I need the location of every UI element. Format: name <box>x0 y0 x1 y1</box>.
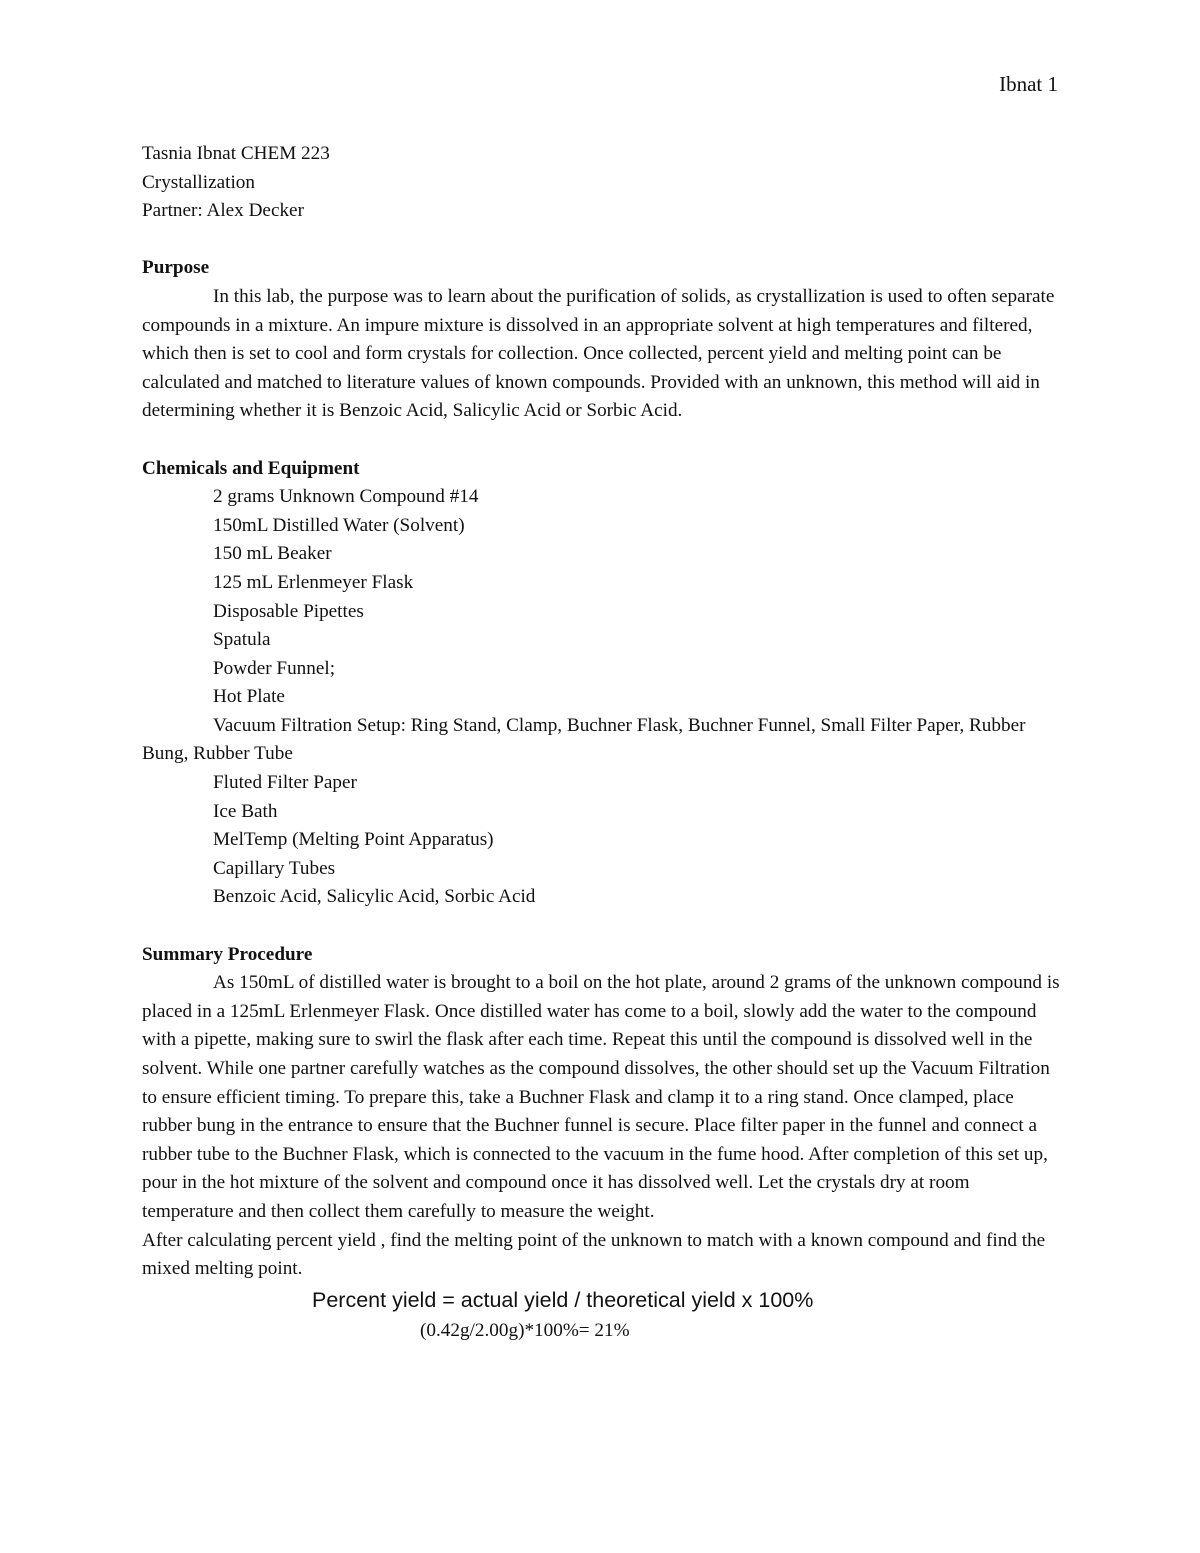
partner-line: Partner: Alex Decker <box>142 200 304 222</box>
document-title: Crystallization <box>142 171 255 193</box>
list-item: Fluted Filter Paper <box>213 772 357 794</box>
percent-yield-formula: Percent yield = actual yield / theoretical yield x 100% <box>312 1287 814 1312</box>
spacer <box>142 912 1062 941</box>
procedure-paragraph-2: After calculating percent yield , find the melting point of the unknown to match with a known compound and find the mixed melting point. <box>142 1229 1046 1280</box>
list-item: Spatula <box>213 629 271 651</box>
spacer <box>142 226 1062 255</box>
author-line: Tasnia Ibnat CHEM 223 <box>142 143 330 164</box>
list-item: Benzoic Acid, Salicylic Acid, Sorbic Acid <box>213 886 536 908</box>
list-item: Disposable Pipettes <box>213 600 364 622</box>
list-item: Capillary Tubes <box>213 857 336 879</box>
procedure-paragraph: As 150mL of distilled water is brought to a boil on the hot plate, around 2 grams of the unknown compound is placed in a 125mL Erlenmeyer Flask. Once distilled water has come to a boil, slowly add the water to the compound with a pipette, making sure to swirl the flask after each time. Repeat this until the compound is dissolved well in the solvent. While one partner carefully watches as the compound dissolves, the other should set up the Vacuum Filtration to ensure efficient timing. To prepare this, take a Buchner Flask and clamp it to a ring stand. Once clamped, place rubber bung in the entrance to ensure that the Buchner funnel is secure. Place filter paper in the funnel and connect a rubber tube to the Buchner Flask, which is connected to the vacuum in the fume hood. After completion of this set up, pour in the hot mixture of the solvent and compound once it has dissolved well. Let the crystals dry at room temperature and then collect them carefully to measure the weight. <box>142 972 1060 1222</box>
list-item: 150 mL Beaker <box>213 543 332 565</box>
procedure-heading: Summary Procedure <box>142 943 313 965</box>
list-item: 125 mL Erlenmeyer Flask <box>213 571 414 593</box>
chemicals-heading: Chemicals and Equipment <box>142 457 360 479</box>
list-item: Powder Funnel; <box>213 657 336 679</box>
page-header: Ibnat 1 <box>999 72 1058 96</box>
list-item: Hot Plate <box>213 686 285 708</box>
list-item: 150mL Distilled Water (Solvent) <box>213 514 465 536</box>
list-item: 2 grams Unknown Compound #14 <box>213 486 479 508</box>
document-body <box>142 140 1062 1346</box>
list-item-vacuum-setup: Vacuum Filtration Setup: Ring Stand, Clamp, Buchner Flask, Buchner Funnel, Small Filter Paper, Rubber Bung, Rubber Tube <box>142 714 1026 765</box>
purpose-heading: Purpose <box>142 257 210 279</box>
spacer <box>142 426 1062 455</box>
percent-yield-calculation: (0.42g/2.00g)*100%= 21% <box>420 1319 630 1341</box>
list-item: MelTemp (Melting Point Apparatus) <box>213 829 494 851</box>
purpose-paragraph: In this lab, the purpose was to learn about the purification of solids, as crystallization is used to often separate compounds in a mixture. An impure mixture is dissolved in an appropriate solvent at high temperatures and filtered, which then is set to cool and form crystals for collection. Once collected, percent yield and melting point can be calculated and matched to literature values of known compounds. Provided with an unknown, this method will aid in determining whether it is Benzoic Acid, Salicylic Acid or Sorbic Acid. <box>142 285 1055 422</box>
list-item: Ice Bath <box>213 800 278 822</box>
